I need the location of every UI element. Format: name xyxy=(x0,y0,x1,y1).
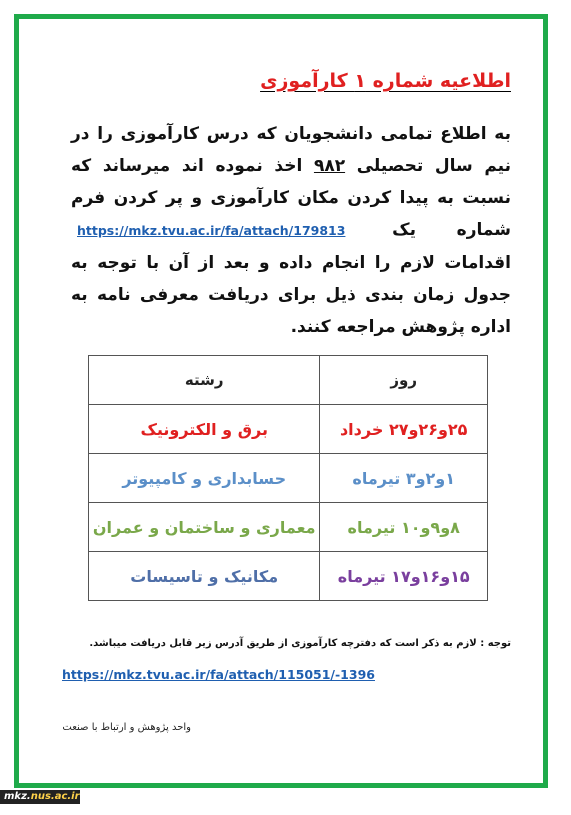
table-row xyxy=(89,454,488,503)
header-day: روز xyxy=(320,356,488,405)
unit-signature: واحد پژوهش و ارتباط با صنعت xyxy=(62,722,191,733)
site-badge xyxy=(0,790,80,804)
site-badge-domain: nus.ac.ir xyxy=(30,791,80,802)
table-row xyxy=(89,405,488,454)
form-link[interactable]: https://mkz.tvu.ac.ir/fa/attach/179813 xyxy=(77,223,346,238)
row-field: مکانیک و تاسیسات xyxy=(89,552,320,601)
header-field: رشته xyxy=(89,356,320,405)
booklet-link[interactable]: https://mkz.tvu.ac.ir/fa/attach/115051/-1396 xyxy=(62,667,375,682)
page-title: اطلاعیه شماره ۱ کارآموزی xyxy=(260,70,511,92)
paragraph-part1: به اطلاع تمامی دانشجویان که درس کارآموزی را در نیم سال تحصیلی xyxy=(71,124,512,176)
row-field: حسابداری و کامپیوتر xyxy=(89,454,320,503)
row-day: ۱و۲و۳ تیرماه xyxy=(320,454,488,503)
row-field: برق و الکترونیک xyxy=(89,405,320,454)
row-day: ۸و۹و۱۰ تیرماه xyxy=(320,503,488,552)
table-row xyxy=(89,503,488,552)
row-day: ۲۵و۲۶و۲۷ خرداد xyxy=(320,405,488,454)
site-badge-prefix: mkz. xyxy=(4,791,31,802)
paragraph-part3: اقدامات لازم را انجام داده و بعد از آن با توجه به جدول زمان بندی ذیل برای دریافت معرفی نامه به اداره پژوهش مراجعه کنند. xyxy=(71,253,511,337)
paragraph-part2: اخذ نموده اند میرساند که نسبت به پیدا کردن مکان کارآموزی و پر کردن فرم شماره یک xyxy=(71,156,512,240)
row-day: ۱۵و۱۶و۱۷ تیرماه xyxy=(320,552,488,601)
semester-number: ۹۸۲ xyxy=(313,156,346,176)
note-text: توجه : لازم به ذکر است که دفترچه کارآموزی از طریق آدرس زیر قابل دریافت میباشد. xyxy=(89,638,511,649)
schedule-table xyxy=(88,355,488,601)
row-field: معماری و ساختمان و عمران xyxy=(89,503,320,552)
announcement-paragraph xyxy=(71,118,511,343)
table-header-row xyxy=(89,356,488,405)
table-row xyxy=(89,552,488,601)
